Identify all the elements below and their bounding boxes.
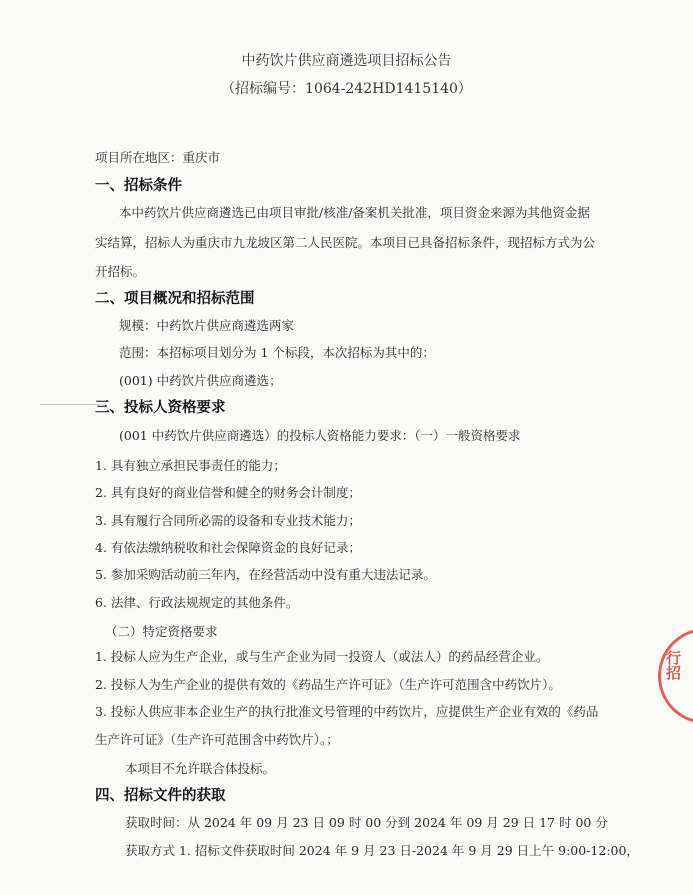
special-requirement: 2. 投标人为生产企业的提供有效的《药品生产许可证》（生产许可范围含中药饮片）。 — [95, 677, 561, 692]
special-requirements-heading: （二）特定资格要求 — [105, 624, 218, 639]
scope-line: 范围：本招标项目划分为 1 个标段，本次招标为其中的： — [119, 345, 435, 360]
scan-mark — [40, 404, 100, 405]
special-requirement: 3. 投标人供应非本企业生产的执行批准文号管理的中药饮片，应提供生产企业有效的《药品 — [95, 704, 599, 719]
project-region: 项目所在地区：重庆市 — [95, 150, 221, 165]
section-heading-4: 四、招标文件的获取 — [95, 788, 226, 804]
special-requirement: 生产许可证》（生产许可范围含中药饮片）。； — [95, 732, 339, 747]
general-requirement: 4. 有依法缴纳税收和社会保障资金的良好记录； — [95, 540, 361, 555]
general-requirement: 1. 具有独立承担民事责任的能力； — [95, 458, 286, 473]
paragraph-line: 实结算，招标人为重庆市九龙坡区第二人民医院。本项目已具备招标条件，现招标方式为公 — [95, 235, 596, 250]
section-heading-1: 一、招标条件 — [95, 178, 182, 194]
general-requirement: 6. 法律、行政法规规定的其他条件。 — [95, 595, 299, 610]
general-requirement: 2. 具有良好的商业信誉和健全的财务会计制度； — [95, 485, 361, 500]
section-heading-3: 三、投标人资格要求 — [95, 400, 226, 416]
paragraph-line: 本中药饮片供应商遴选已由项目审批/核准/备案机关批准，项目资金来源为其他资金据 — [119, 205, 590, 220]
acquisition-time: 获取时间：从 2024 年 09 月 23 日 09 时 00 分到 2024 年 09 月 29 日 17 时 00 分 — [125, 815, 608, 830]
consortium-note: 本项目不允许联合体投标。 — [125, 761, 276, 776]
general-requirement: 3. 具有履行合同所必需的设备和专业技术能力； — [95, 513, 361, 528]
tender-code: （招标编号：1064-242HD1415140） — [221, 81, 472, 97]
official-seal-text: 行招 — [664, 650, 682, 680]
general-requirement: 5. 参加采购活动前三年内，在经营活动中没有重大违法记录。 — [95, 567, 436, 582]
paragraph-line: 开招标。 — [95, 264, 146, 279]
acquisition-method: 获取方式 1. 招标文件获取时间 2024 年 9 月 23 日-2024 年 9 月 29 日上午 9:00-12:00， — [125, 843, 639, 858]
scale-line: 规模：中药饮片供应商遴选两家 — [119, 318, 295, 333]
document-title: 中药饮片供应商遴选项目招标公告 — [241, 53, 452, 69]
qualification-intro: (001 中药饮片供应商遴选）的投标人资格能力要求：（一）一般资格要求 — [119, 428, 521, 443]
section-heading-2: 二、项目概况和招标范围 — [95, 291, 255, 307]
special-requirement: 1. 投标人应为生产企业，或与生产企业为同一投资人（或法人）的药品经营企业。 — [95, 649, 549, 664]
lot-line: (001) 中药饮片供应商遴选； — [119, 373, 282, 388]
